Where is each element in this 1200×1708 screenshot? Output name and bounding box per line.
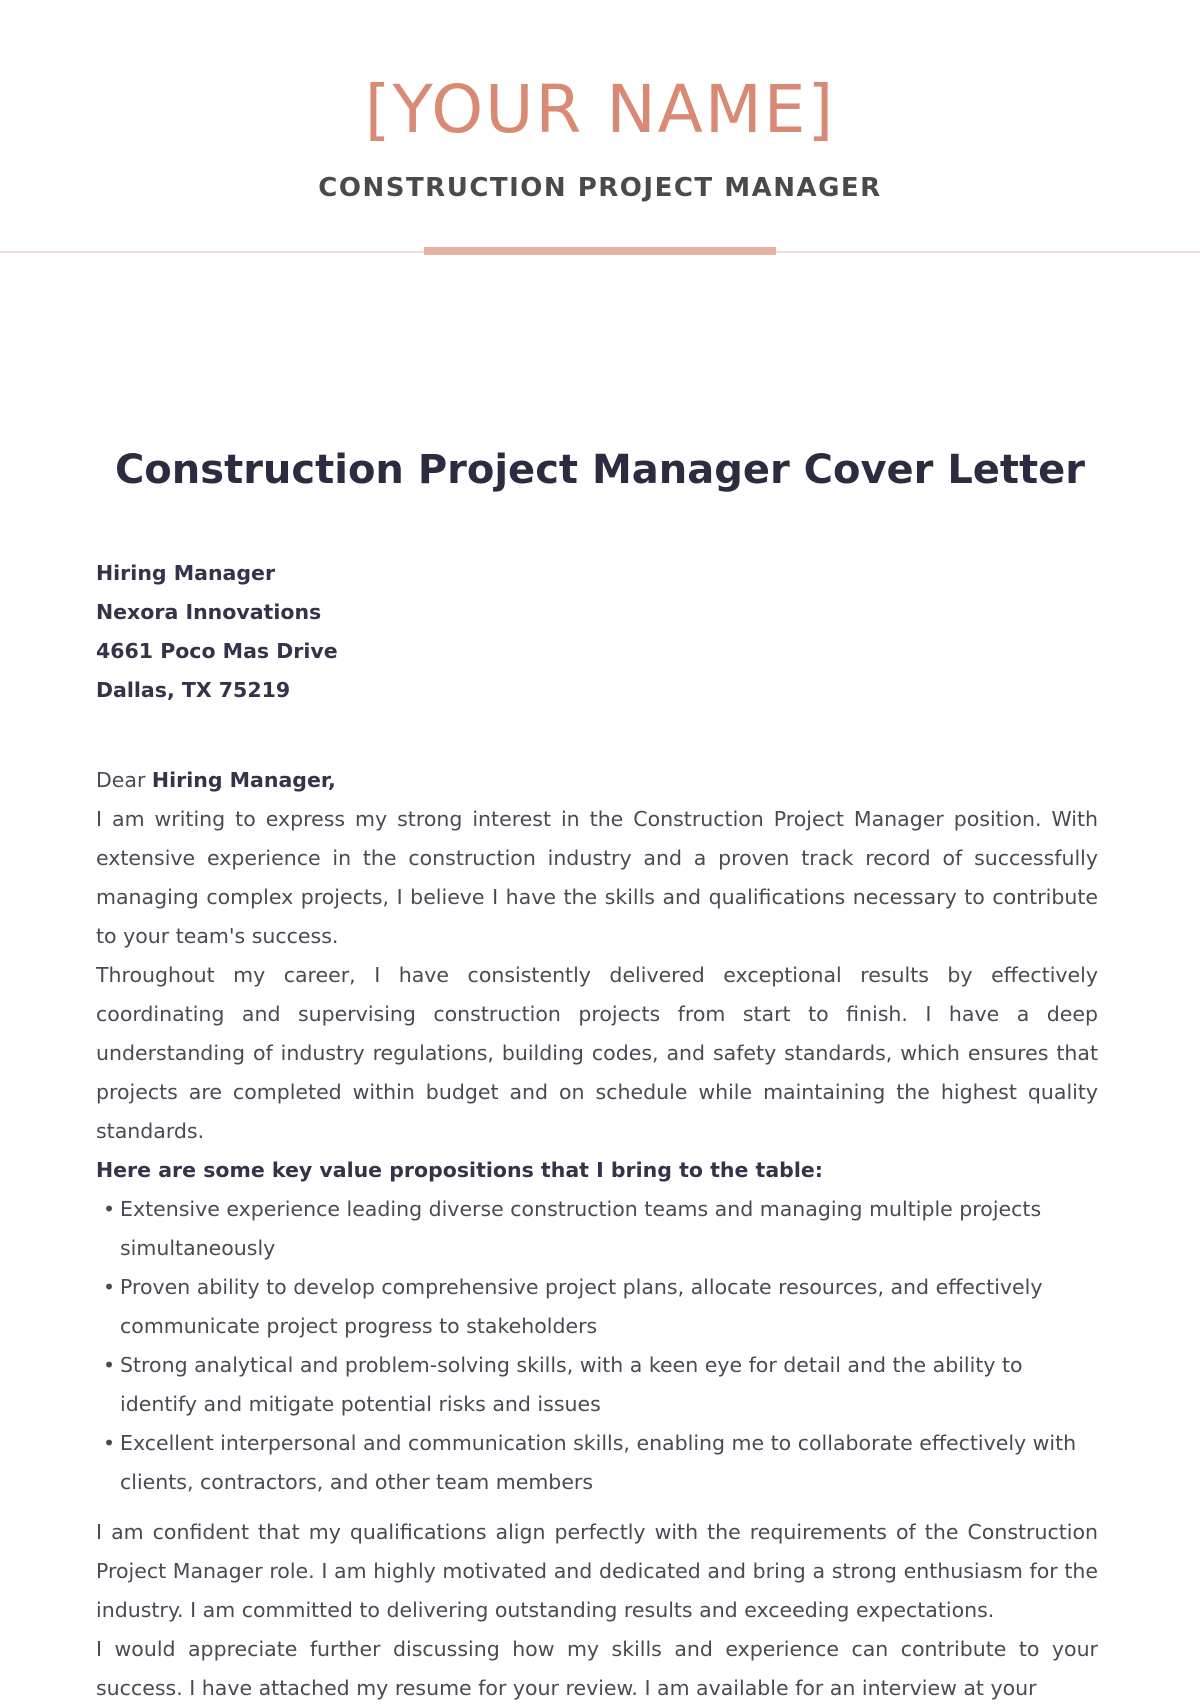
list-item: • Proven ability to develop comprehensive project plans, allocate resources, and effectively communicate project progress to stakeholders <box>120 1268 1098 1346</box>
paragraph-intro: I am writing to express my strong interest in the Construction Project Manager position. With extensive experience in the construction industry and a proven track record of successfully managing complex projects, I believe I have the skills and qualifications necessary to contribute to your team's success. <box>96 807 1098 948</box>
salutation-prefix: Dear <box>96 768 152 792</box>
salutation-name: Hiring Manager, <box>151 768 336 792</box>
list-item: • Excellent interpersonal and communication skills, enabling me to collaborate effectively with clients, contractors, and other team members <box>120 1424 1098 1502</box>
salutation <box>96 761 1098 800</box>
sender-name: [YOUR NAME] <box>364 71 836 148</box>
list-lead: Here are some key value propositions that I bring to the table: <box>96 1158 823 1182</box>
recipient-city: Dallas, TX 75219 <box>96 678 291 702</box>
paragraph-confidence: I am confident that my qualifications align perfectly with the requirements of the Construction Project Manager role. I am highly motivated and dedicated and bring a strong enthusiasm for the industry. I am committed to delivering outstanding results and exceeding expectations. <box>96 1520 1098 1622</box>
paragraph-closing: I would appreciate further discussing how my skills and experience can contribute to your success. I have attached my resume for your review. I am available for an interview at your <box>96 1637 1098 1700</box>
header-accent-bar <box>424 247 776 255</box>
list-item: • Extensive experience leading diverse construction teams and managing multiple projects simultaneously <box>120 1190 1098 1268</box>
sender-job-title: CONSTRUCTION PROJECT MANAGER <box>318 173 882 203</box>
recipient-address <box>96 554 1098 710</box>
letterhead <box>0 0 1200 260</box>
value-propositions-list <box>96 1190 1098 1502</box>
document-title: Construction Project Manager Cover Letter <box>114 447 1086 493</box>
list-item: • Strong analytical and problem-solving skills, with a keen eye for detail and the ability to identify and mitigate potential risks and issues <box>120 1346 1098 1424</box>
recipient-name: Hiring Manager <box>96 561 276 585</box>
paragraph-career: Throughout my career, I have consistently delivered exceptional results by effectively coordinating and supervising construction projects from start to finish. I have a deep understanding of industry regulations, building codes, and safety standards, which ensures that projects are completed within budget and on schedule while maintaining the highest quality standards. <box>96 963 1098 1143</box>
recipient-company: Nexora Innovations <box>96 600 322 624</box>
recipient-street: 4661 Poco Mas Drive <box>96 639 338 663</box>
letter-body <box>96 554 1098 1708</box>
